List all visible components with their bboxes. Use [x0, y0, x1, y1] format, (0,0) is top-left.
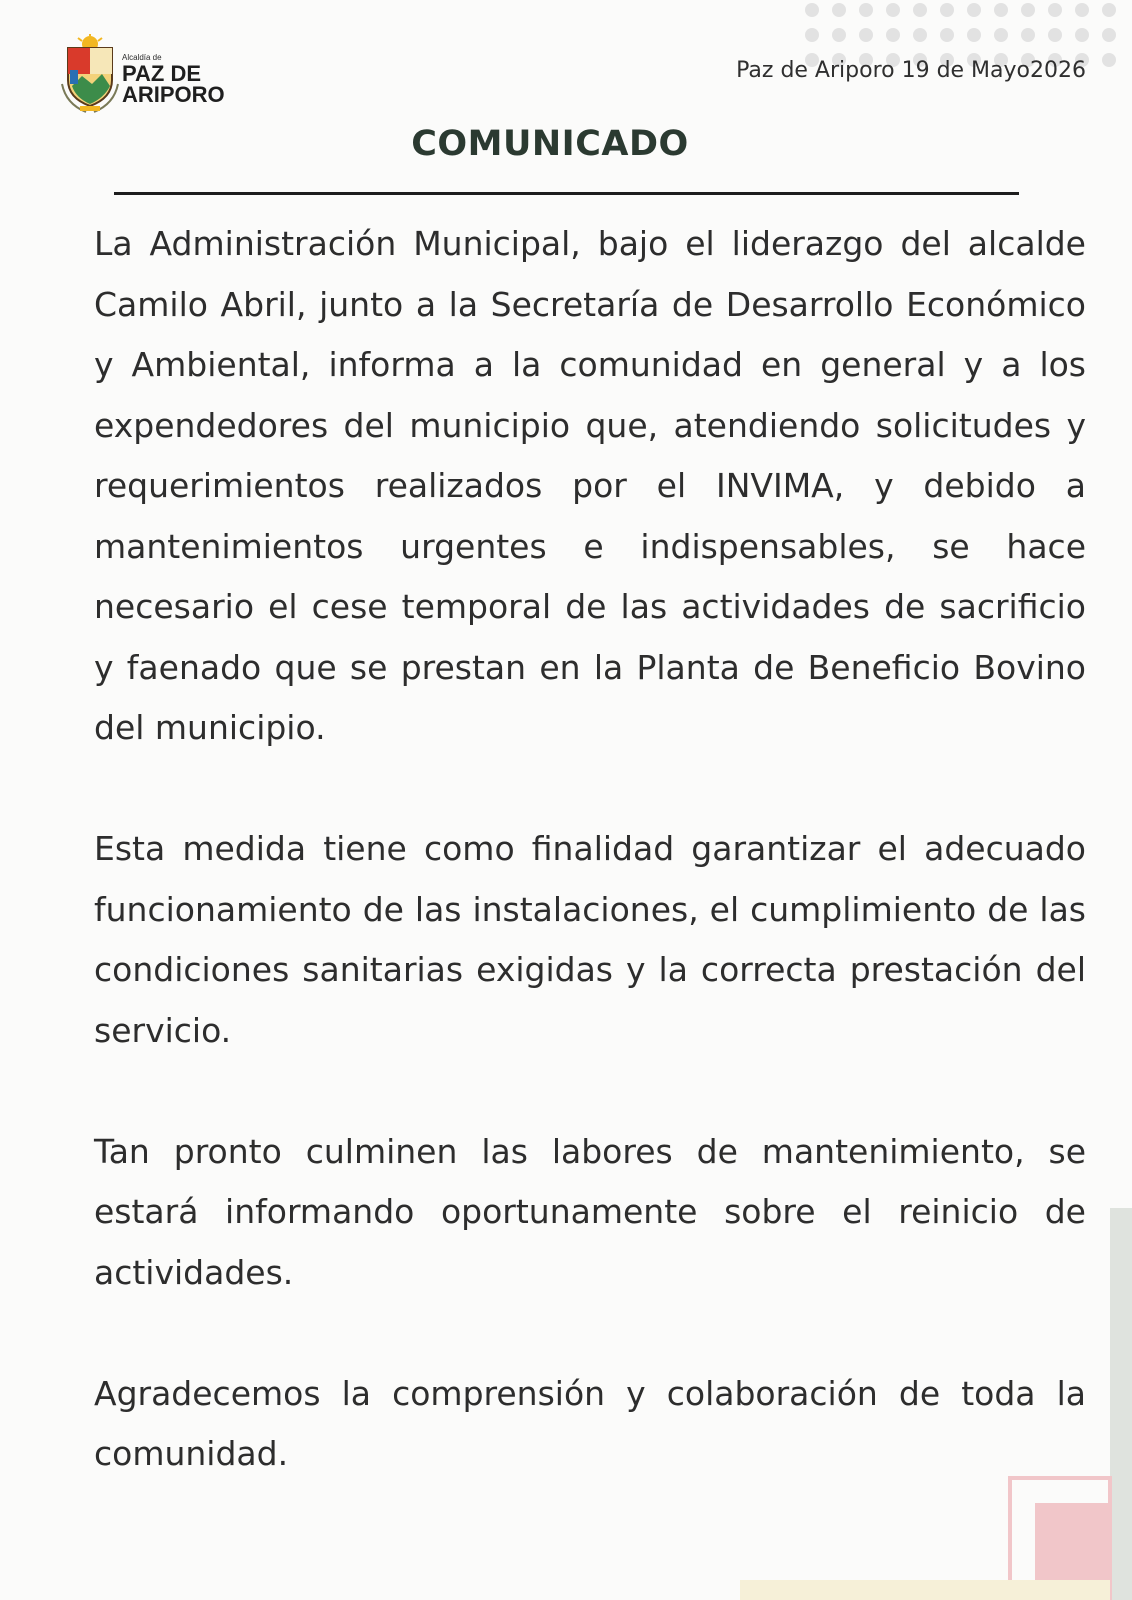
decorative-dot — [967, 28, 981, 42]
document-date: Paz de Ariporo 19 de Mayo2026 — [736, 58, 1086, 83]
decorative-dot — [1075, 3, 1089, 17]
municipality-logo — [58, 34, 248, 114]
decorative-dot — [994, 28, 1008, 42]
title-divider — [114, 192, 1019, 195]
decorative-dot — [1021, 3, 1035, 17]
paragraph-3: Tan pronto culminen las labores de mantenimiento, se estará informando oportunamente sobre el reinicio de actividades. — [94, 1131, 1086, 1292]
decorative-dot — [805, 3, 819, 17]
decorative-dot — [1102, 3, 1116, 17]
decorative-dot — [832, 28, 846, 42]
decorative-dot — [1102, 28, 1116, 42]
decorative-dot — [832, 3, 846, 17]
document-title: COMUNICADO — [411, 124, 689, 164]
decorative-dot — [886, 28, 900, 42]
decorative-dot — [994, 3, 1008, 17]
decorative-dot — [1048, 3, 1062, 17]
decorative-dot — [913, 28, 927, 42]
decorative-dot — [940, 28, 954, 42]
municipal-coat-of-arms-icon — [58, 34, 248, 114]
decorative-dot — [1102, 53, 1116, 67]
decorative-dot — [886, 3, 900, 17]
paragraph-2: Esta medida tiene como finalidad garantizar el adecuado funcionamiento de las instalaciones, el cumplimiento de las condiciones sanitarias exigidas y la correcta prestación del servicio. — [94, 829, 1086, 1050]
svg-text:ARIPORO: ARIPORO — [122, 82, 225, 107]
document-body — [94, 214, 1086, 1485]
decorative-dot — [859, 28, 873, 42]
svg-text:Alcaldía de: Alcaldía de — [122, 53, 162, 62]
paragraph-1: La Administración Municipal, bajo el liderazgo del alcalde Camilo Abril, junto a la Secretaría de Desarrollo Económico y Ambiental, informa a la comunidad en general y a los expendedores del municipio que, atendiendo solicitudes y requerimientos realizados por el INVIMA, y debido a mantenimientos urgentes e indispensables, se hace necesario el cese temporal de las actividades de sacrificio y faenado que se prestan en la Planta de Beneficio Bovino del municipio. — [94, 224, 1086, 747]
decorative-dot — [859, 3, 873, 17]
svg-text:PAZ DE: PAZ DE — [122, 61, 202, 86]
decorative-dot — [967, 3, 981, 17]
decorative-dot — [913, 3, 927, 17]
decorative-dot — [1048, 28, 1062, 42]
decorative-dot — [940, 3, 954, 17]
decorative-dot — [1021, 28, 1035, 42]
paragraph-4: Agradecemos la comprensión y colaboración de toda la comunidad. — [94, 1373, 1086, 1473]
decorative-dot — [805, 28, 819, 42]
decorative-dot — [1075, 28, 1089, 42]
